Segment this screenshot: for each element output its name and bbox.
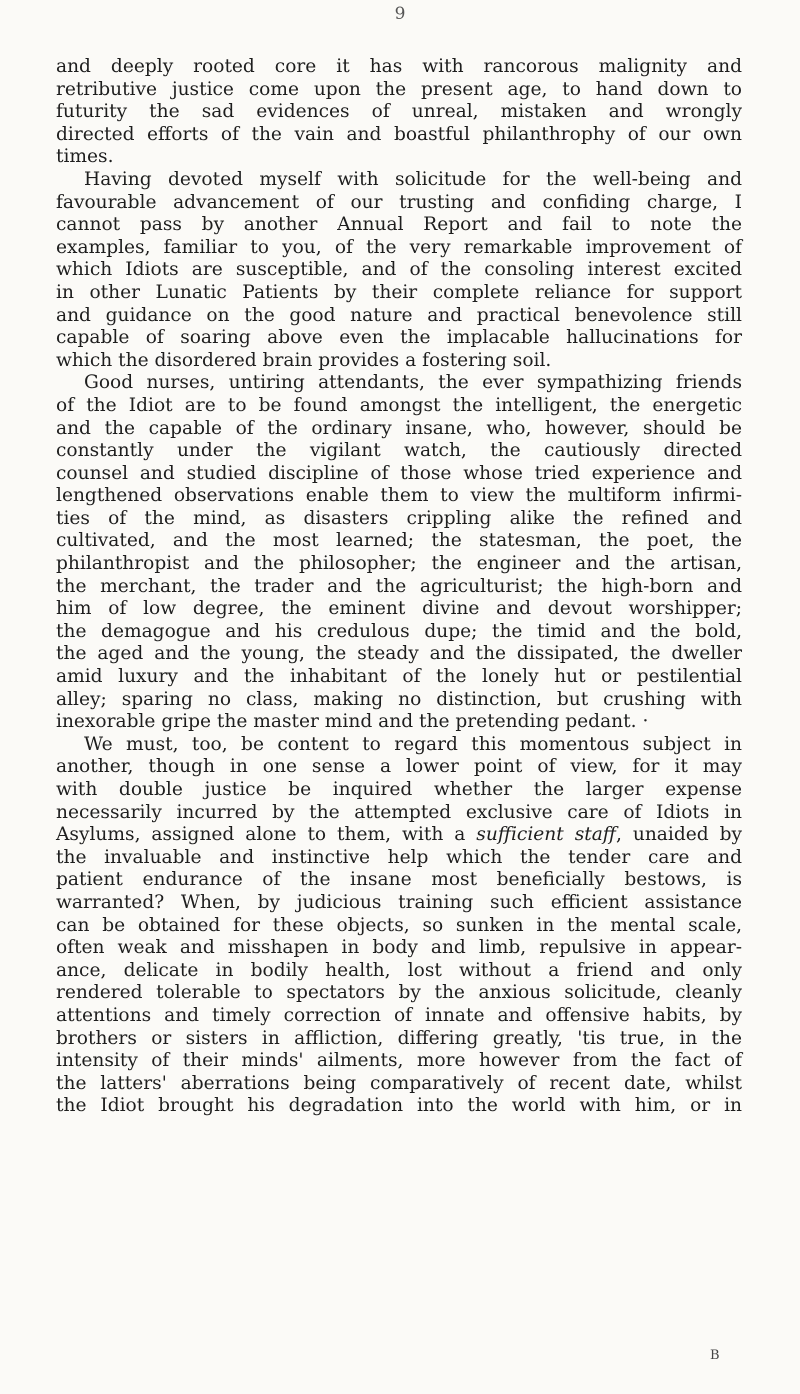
paragraph-start-line: We must, too, be content to regard this momentous subject in (84, 733, 742, 755)
text-line: ties of the mind, as disasters crippling alike the refined and (56, 507, 742, 529)
text-line: the latters' aberrations being comparatively of recent date, whilst (56, 1072, 742, 1094)
text-line: constantly under the vigilant watch, the cautiously directed (56, 440, 742, 462)
text-line: capable of soaring above even the implacable hallucinations for (56, 327, 742, 349)
text-line: and the capable of the ordinary insane, who, however, should be (56, 417, 742, 439)
text-run: , unaided by (615, 824, 742, 846)
text-line: of the Idiot are to be found amongst the intelligent, the energetic (56, 394, 742, 416)
text-line: cannot pass by another Annual Report and fail to note the (56, 214, 742, 236)
text-line: favourable advancement of our trusting and confiding charge, I (56, 191, 742, 213)
text-line: him of low degree, the eminent divine and devout worshipper; (56, 598, 742, 620)
page-number: 9 (394, 4, 406, 24)
text-line: which the disordered brain provides a fostering soil. (56, 349, 552, 371)
text-line: times. (56, 146, 114, 168)
text-line: and deeply rooted core it has with rancorous malignity and (56, 56, 742, 77)
text-line: counsel and studied discipline of those whose tried experience and (56, 462, 742, 484)
text-line: directed efforts of the vain and boastful philanthrophy of our own (56, 123, 742, 145)
text-line: necessarily incurred by the attempted exclusive care of Idiots in (56, 801, 742, 823)
text-line: patient endurance of the insane most beneficially bestows, is (56, 869, 742, 891)
text-line: rendered tolerable to spectators by the anxious solicitude, cleanly (56, 982, 742, 1004)
text-line: in other Lunatic Patients by their complete reliance for support (56, 281, 742, 303)
text-line: alley; sparing no class, making no distinction, but crushing with (56, 688, 742, 710)
text-line: the demagogue and his credulous dupe; the timid and the bold, (56, 620, 742, 642)
text-line: inexorable gripe the master mind and the pretending pedant. · (56, 711, 649, 733)
paragraph-start-line: Having devoted myself with solicitude for the well-being and (84, 168, 742, 190)
text-line: with double justice be inquired whether the larger expense (56, 779, 742, 800)
text-line: the aged and the young, the steady and the dissipated, the dweller (56, 643, 742, 665)
text-line: lengthened observations enable them to view the multiform infirmi- (56, 485, 742, 507)
text-line: warranted? When, by judicious training such efficient assistance (56, 891, 742, 913)
text-run: Asylums, assigned alone to them, with a (56, 824, 477, 846)
text-line: examples, familiar to you, of the very remarkable improvement of (56, 236, 742, 258)
italic-emphasis: sufficient staff (476, 824, 616, 846)
text-line: which Idiots are susceptible, and of the consoling interest excited (56, 259, 742, 281)
text-line: futurity the sad evidences of unreal, mistaken and wrongly (56, 101, 742, 123)
text-line: attentions and timely correction of innate and offensive habits, by (56, 1004, 742, 1026)
text-line: cultivated, and the most learned; the statesman, the poet, the (56, 530, 742, 552)
text-line: intensity of their minds' ailments, more however from the fact of (56, 1050, 742, 1072)
text-line: often weak and misshapen in body and limb, repulsive in appear- (56, 937, 742, 959)
body-text (56, 56, 742, 1118)
text-line: another, though in one sense a lower point of view, for it may (56, 756, 742, 778)
paragraph-start-line: Good nurses, untiring attendants, the ever sympathizing friends (84, 372, 742, 394)
text-line: the Idiot brought his degradation into the world with him, or in (56, 1095, 742, 1117)
text-line: and guidance on the good nature and practical benevolence still (56, 304, 742, 326)
text-line: philanthropist and the philosopher; the engineer and the artisan, (56, 553, 742, 575)
text-line: amid luxury and the inhabitant of the lonely hut or pestilential (56, 666, 742, 688)
text-line: brothers or sisters in affliction, differing greatly, 'tis true, in the (56, 1027, 742, 1049)
text-line: can be obtained for these objects, so sunken in the mental scale, (56, 914, 742, 936)
signature-mark: B (710, 1348, 720, 1363)
text-line-with-italic (56, 824, 742, 847)
text-line: the merchant, the trader and the agriculturist; the high-born and (56, 575, 742, 597)
text-line: ance, delicate in bodily health, lost without a friend and only (56, 959, 742, 981)
text-line: retributive justice come upon the present age, to hand down to (56, 78, 742, 100)
text-line: the invaluable and instinctive help which the tender care and (56, 846, 742, 868)
